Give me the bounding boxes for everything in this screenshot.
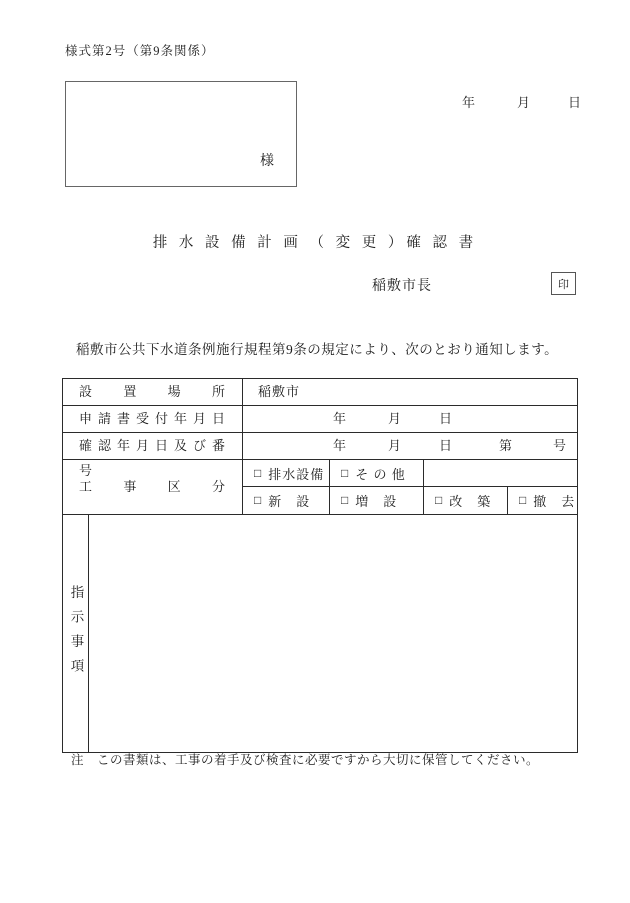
form-table: [62, 378, 578, 753]
checkbox-label: 改 築: [449, 494, 492, 509]
form-number: 様式第2号（第9条関係）: [65, 44, 215, 58]
month-label: 月: [388, 438, 402, 453]
date-year-label: 年: [462, 95, 476, 110]
work-category-label: 工 事 区 分: [63, 460, 243, 514]
table-row-location: [63, 379, 577, 406]
checkbox-extension: [330, 487, 424, 514]
checkbox-icon: □: [341, 493, 349, 507]
application-date-label: 申 請 書 受 付 年 月 日: [63, 406, 243, 432]
work-cell-empty: [424, 460, 577, 486]
checkbox-icon: □: [254, 465, 262, 480]
location-label: 設 置 場 所: [63, 379, 243, 405]
checkbox-removal: [508, 487, 577, 514]
checkbox-icon: □: [341, 465, 349, 480]
checkbox-icon: □: [519, 493, 527, 507]
work-row-top: [243, 460, 577, 487]
checkbox-icon: □: [254, 493, 262, 507]
table-row-work-category: [63, 460, 577, 515]
date-day-label: 日: [568, 95, 582, 110]
checkbox-drainage: [243, 460, 330, 486]
checkbox-icon: □: [435, 493, 443, 507]
note-text: 注 この書類は、工事の着手及び検査に必要ですから大切に保管してください。: [71, 753, 540, 767]
confirmation-value: [243, 433, 577, 459]
checkbox-label: 新 設: [268, 494, 311, 509]
year-label: 年: [333, 438, 347, 453]
checkbox-other: [330, 460, 424, 486]
addressee-suffix-label: 様: [260, 154, 274, 169]
instructions-label-cell: [63, 515, 89, 752]
month-label: 月: [388, 411, 402, 426]
table-row-instructions: [63, 515, 577, 752]
day-label: 日: [439, 438, 453, 453]
issuer-name: 稲敷市長: [372, 279, 432, 294]
work-category-grid: [243, 460, 577, 514]
number-prefix-label: 第: [499, 438, 513, 453]
date-month-label: 月: [517, 95, 531, 110]
checkbox-label: そ の 他: [355, 466, 406, 482]
checkbox-label: 増 設: [355, 494, 398, 509]
instructions-value-cell: [89, 515, 577, 752]
seal-box: [551, 272, 576, 295]
number-suffix-label: 号: [553, 438, 567, 453]
body-text: 稲敷市公共下水道条例施行規程第9条の規定により、次のとおり通知します。: [76, 342, 559, 357]
application-date-value: [243, 406, 577, 432]
checkbox-label: 排水設備: [268, 466, 325, 482]
confirmation-label: 確 認 年 月 日 及 び 番 号: [63, 433, 243, 459]
table-row-application-date: [63, 406, 577, 433]
checkbox-new: [243, 487, 330, 514]
addressee-box: [65, 81, 297, 187]
location-value: 稲敷市: [258, 384, 301, 399]
checkbox-label: 撤 去: [533, 494, 576, 509]
checkbox-rebuild: [424, 487, 508, 514]
year-label: 年: [333, 411, 347, 426]
document-title: 排 水 設 備 計 画 （ 変 更 ）確 認 書: [152, 235, 478, 251]
seal-label: 印: [558, 278, 569, 291]
work-row-bottom: [243, 487, 577, 514]
day-label: 日: [439, 411, 453, 426]
instructions-label: 指示事項: [68, 584, 84, 683]
